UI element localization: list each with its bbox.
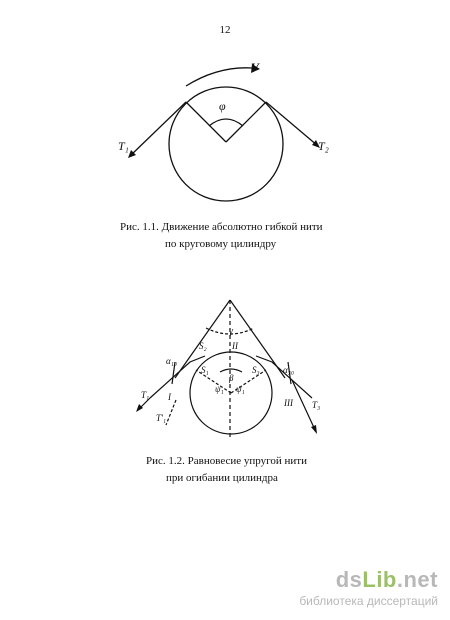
dslib-watermark — [299, 567, 438, 608]
watermark-logo — [299, 567, 438, 593]
page-number: 12 — [219, 24, 231, 36]
velocity-label: V — [251, 60, 260, 74]
psi1-label-left: ψ₁ — [215, 384, 224, 394]
gamma-label: γ — [229, 326, 233, 337]
beta-label: β — [229, 373, 234, 383]
thread-left — [130, 102, 186, 156]
thread-right — [266, 102, 318, 146]
alpha30-label: α₃₀ — [283, 365, 294, 375]
thread-left-2 — [150, 356, 205, 398]
watermark-logo-lib: Lib — [362, 567, 397, 592]
watermark-logo-ds: ds — [335, 567, 363, 592]
zone1-label: I — [168, 392, 171, 402]
angle-label: φ — [219, 99, 226, 113]
watermark-logo-net: .net — [396, 567, 438, 592]
radius-right — [226, 102, 266, 142]
beta-arc — [220, 369, 242, 372]
watermark-subtitle: библиотека диссертаций — [299, 594, 438, 608]
t1-label-2: T₁ — [141, 390, 150, 400]
t1-label: T₁ — [118, 139, 129, 153]
s3-label: S₃ — [252, 365, 260, 375]
s1-label: S₁ — [201, 365, 209, 375]
figure-1-1-caption-line2: по круговому цилиндру — [165, 238, 277, 250]
t3-label: T₃ — [312, 400, 321, 410]
t1-prime-label: T'₁ — [156, 413, 167, 423]
figure-1-1-caption-line1: Рис. 1.1. Движение абсолютно гибкой нити — [120, 221, 323, 233]
figure-1-1-diagram — [0, 55, 450, 215]
angle-arc — [209, 119, 243, 126]
t1-arrowhead-2 — [136, 404, 143, 412]
figure-1-2-diagram — [0, 292, 450, 442]
figure-1-2-caption-line1: Рис. 1.2. Равновесие упругой нити — [146, 455, 307, 467]
alpha10-label: α₁₀ — [166, 356, 177, 366]
cylinder-circle — [169, 87, 283, 201]
psi1-label-right: ψ₁ — [236, 384, 245, 394]
figure-1-2-caption-line2: при огибании цилиндра — [166, 472, 278, 484]
zone3-label: III — [284, 398, 293, 408]
t3-arrowhead — [311, 425, 317, 434]
rotation-arc — [186, 68, 252, 86]
t1-prime-dash — [166, 400, 176, 425]
s2-label: S₂ — [199, 341, 207, 351]
zone2-label: II — [232, 341, 238, 351]
t2-label: T₂ — [318, 139, 329, 153]
